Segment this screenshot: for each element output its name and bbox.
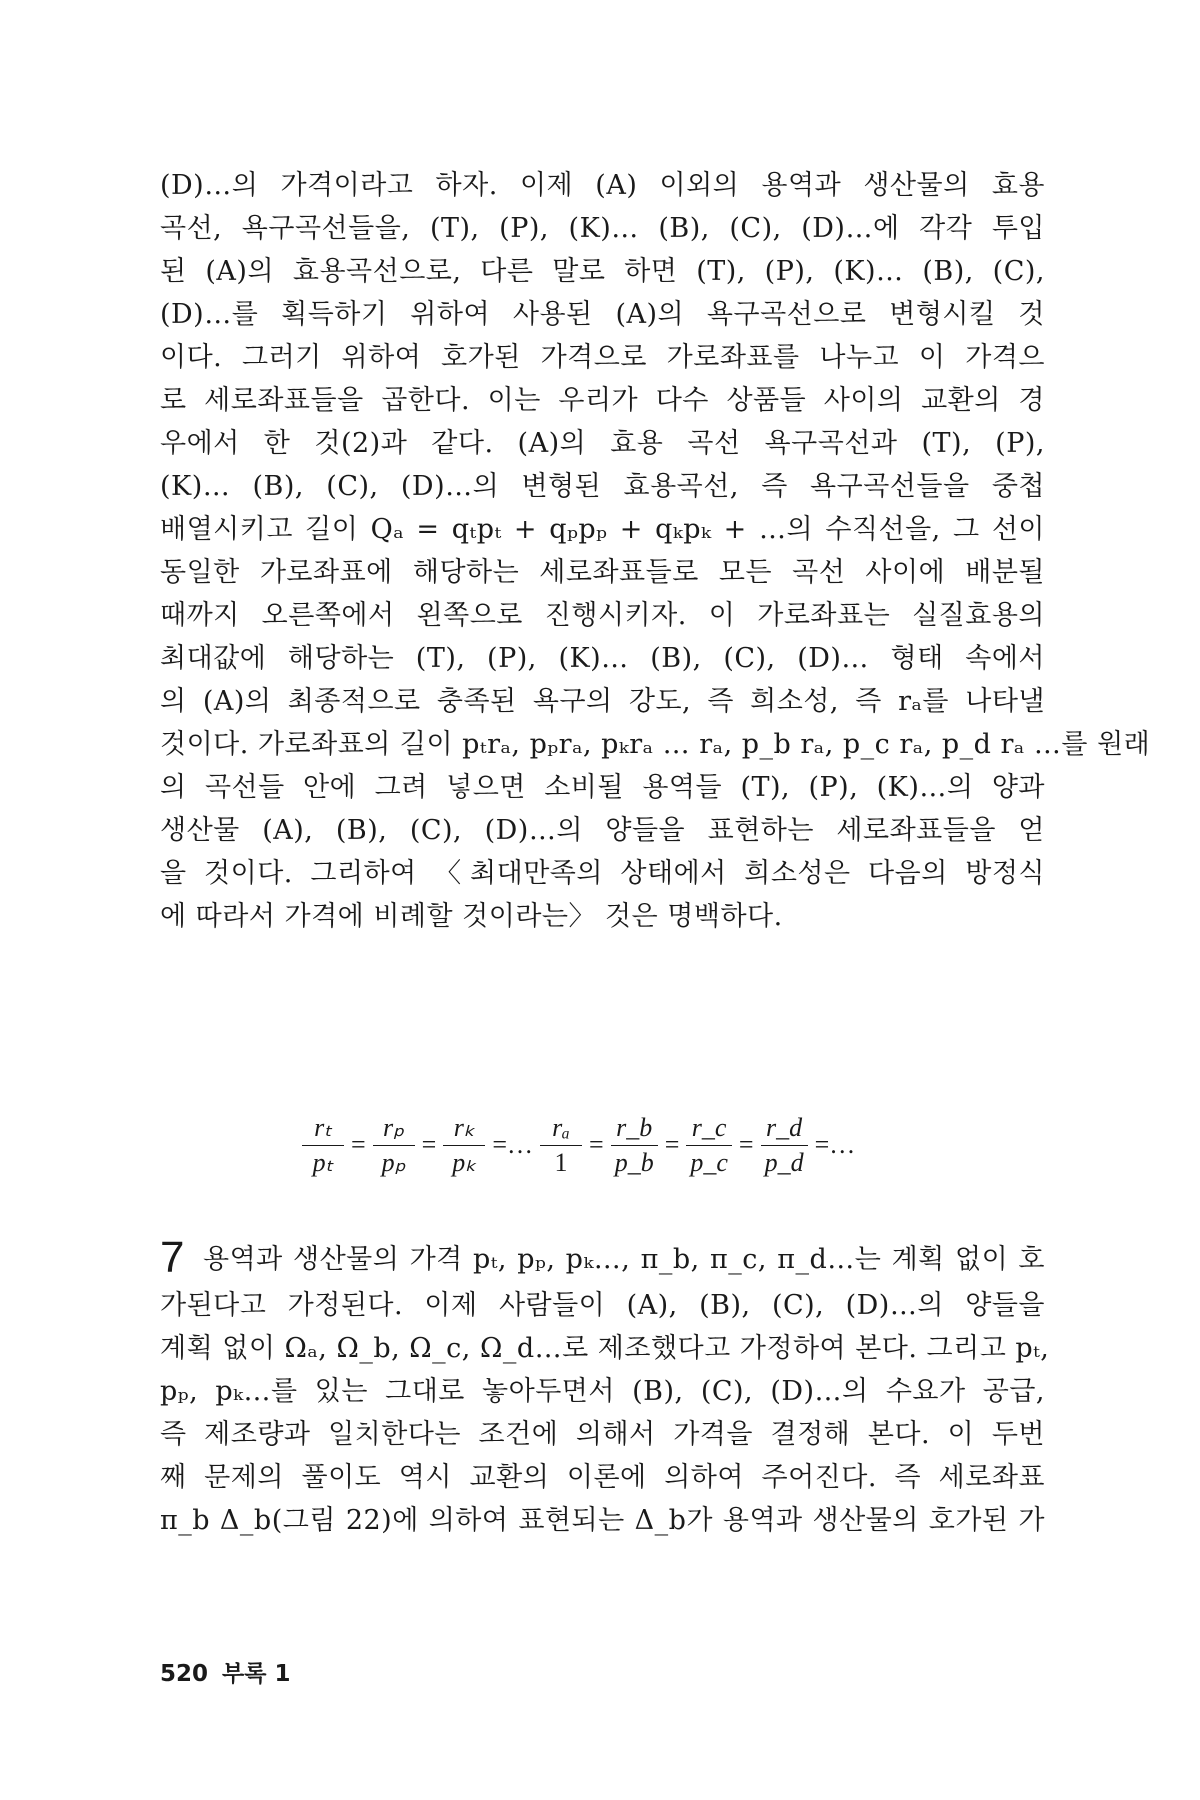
fraction-d — [761, 1111, 808, 1180]
text-line: 계획 없이 Ωₐ, Ω_b, Ω_c, Ω_d…로 제조했다고 가정하여 본다. 그리고 pₜ, — [160, 1333, 1050, 1364]
running-title: 부록 1 — [222, 1661, 291, 1687]
text-line: 것이다. 가로좌표의 길이 pₜrₐ, pₚrₐ, pₖrₐ … rₐ, p_b rₐ, p_c rₐ, p_d rₐ …를 원래 — [160, 729, 1151, 760]
denominator: 1 — [554, 1147, 568, 1177]
page-footer — [160, 1655, 304, 1688]
proportionality-equation — [298, 1105, 858, 1185]
numerator: r_c — [691, 1112, 727, 1142]
text-line: 을 것이다. 그리하여 〈최대만족의 상태에서 희소성은 다음의 방정식 — [160, 858, 1045, 889]
denominator: pₜ — [312, 1147, 334, 1177]
text-line: 때까지 오른쪽에서 왼쪽으로 진행시키자. 이 가로좌표는 실질효용의 — [160, 600, 1045, 631]
fraction-t — [302, 1111, 344, 1180]
fraction-c — [686, 1111, 732, 1180]
text-line: 에 따라서 가격에 비례할 것이라는〉 것은 명백하다. — [160, 901, 783, 932]
text-line: 용역과 생산물의 가격 pₜ, pₚ, pₖ…, π_b, π_c, π_d…는 계획 없이 호 — [202, 1244, 1045, 1275]
text-line: (D)…의 가격이라고 하자. 이제 (A) 이외의 용역과 생산물의 효용 — [160, 170, 1045, 201]
text-line: 의 (A)의 최종적으로 충족된 욕구의 강도, 즉 희소성, 즉 rₐ를 나타낼 — [160, 686, 1045, 717]
text-line: 즉 제조량과 일치한다는 조건에 의해서 가격을 결정해 본다. 이 두번 — [160, 1419, 1045, 1450]
text-line: 째 문제의 풀이도 역시 교환의 이론에 의하여 주어진다. 즉 세로좌표 — [160, 1462, 1045, 1493]
section-number: 7 — [160, 1233, 185, 1282]
equals-sign: = — [421, 1130, 437, 1159]
text-line: 이다. 그러기 위하여 호가된 가격으로 가로좌표를 나누고 이 가격으 — [160, 342, 1045, 373]
fraction-a — [540, 1111, 582, 1180]
text-line: 된 (A)의 효용곡선으로, 다른 말로 하면 (T), (P), (K)… (B), (C), — [160, 256, 1045, 287]
equals-ellipsis: =… — [814, 1130, 856, 1159]
text-line: 배열시키고 길이 Qₐ = qₜpₜ + qₚpₚ + qₖpₖ + …의 수직선을, 그 선이 — [160, 514, 1045, 545]
equals-sign: = — [738, 1130, 754, 1159]
text-line: 우에서 한 것(2)과 같다. (A)의 효용 곡선 욕구곡선과 (T), (P), — [160, 428, 1045, 459]
fraction-b — [611, 1111, 658, 1180]
text-line: pₚ, pₖ…를 있는 그대로 놓아두면서 (B), (C), (D)…의 수요가 공급, — [160, 1376, 1045, 1407]
text-line: 최대값에 해당하는 (T), (P), (K)… (B), (C), (D)… 형태 속에서 — [160, 643, 1045, 674]
denominator: pₚ — [381, 1147, 406, 1177]
text-line: π_b Δ_b(그림 22)에 의하여 표현되는 Δ_b가 용역과 생산물의 호가된 가 — [160, 1505, 1045, 1536]
fraction-k — [443, 1111, 485, 1180]
numerator: rₖ — [453, 1112, 475, 1142]
text-line: 의 곡선들 안에 그려 넣으면 소비될 용역들 (T), (P), (K)…의 양과 — [160, 772, 1045, 803]
equals-ellipsis: =… — [492, 1130, 534, 1159]
text-line: 가된다고 가정된다. 이제 사람들이 (A), (B), (C), (D)…의 양들을 — [160, 1290, 1045, 1321]
fraction-p — [373, 1111, 415, 1180]
equals-sign: = — [589, 1130, 604, 1159]
text-line: 곡선, 욕구곡선들을, (T), (P), (K)… (B), (C), (D)…에 각각 투입 — [160, 213, 1045, 244]
denominator: p_c — [690, 1147, 728, 1177]
numerator: r_d — [766, 1112, 803, 1142]
equals-sign: = — [664, 1130, 680, 1159]
denominator: p_b — [614, 1147, 654, 1177]
text-line: 동일한 가로좌표에 해당하는 세로좌표들로 모든 곡선 사이에 배분될 — [160, 557, 1045, 588]
text-line: (D)…를 획득하기 위하여 사용된 (A)의 욕구곡선으로 변형시킬 것 — [160, 299, 1045, 330]
numerator: rₚ — [383, 1112, 405, 1142]
numerator: rₐ — [552, 1112, 570, 1142]
page-number: 520 — [160, 1661, 209, 1687]
numerator: r_b — [616, 1112, 653, 1142]
text-line: 로 세로좌표들을 곱한다. 이는 우리가 다수 상품들 사이의 교환의 경 — [160, 385, 1045, 416]
denominator: p_d — [764, 1147, 804, 1177]
numerator: rₜ — [314, 1112, 332, 1142]
equals-sign: = — [351, 1130, 366, 1159]
section-first-line — [160, 1233, 1045, 1282]
text-line: (K)… (B), (C), (D)…의 변형된 효용곡선, 즉 욕구곡선들을 중첩 — [160, 471, 1045, 502]
denominator: pₖ — [452, 1147, 477, 1177]
text-line: 생산물 (A), (B), (C), (D)…의 양들을 표현하는 세로좌표들을 얻 — [160, 815, 1045, 846]
